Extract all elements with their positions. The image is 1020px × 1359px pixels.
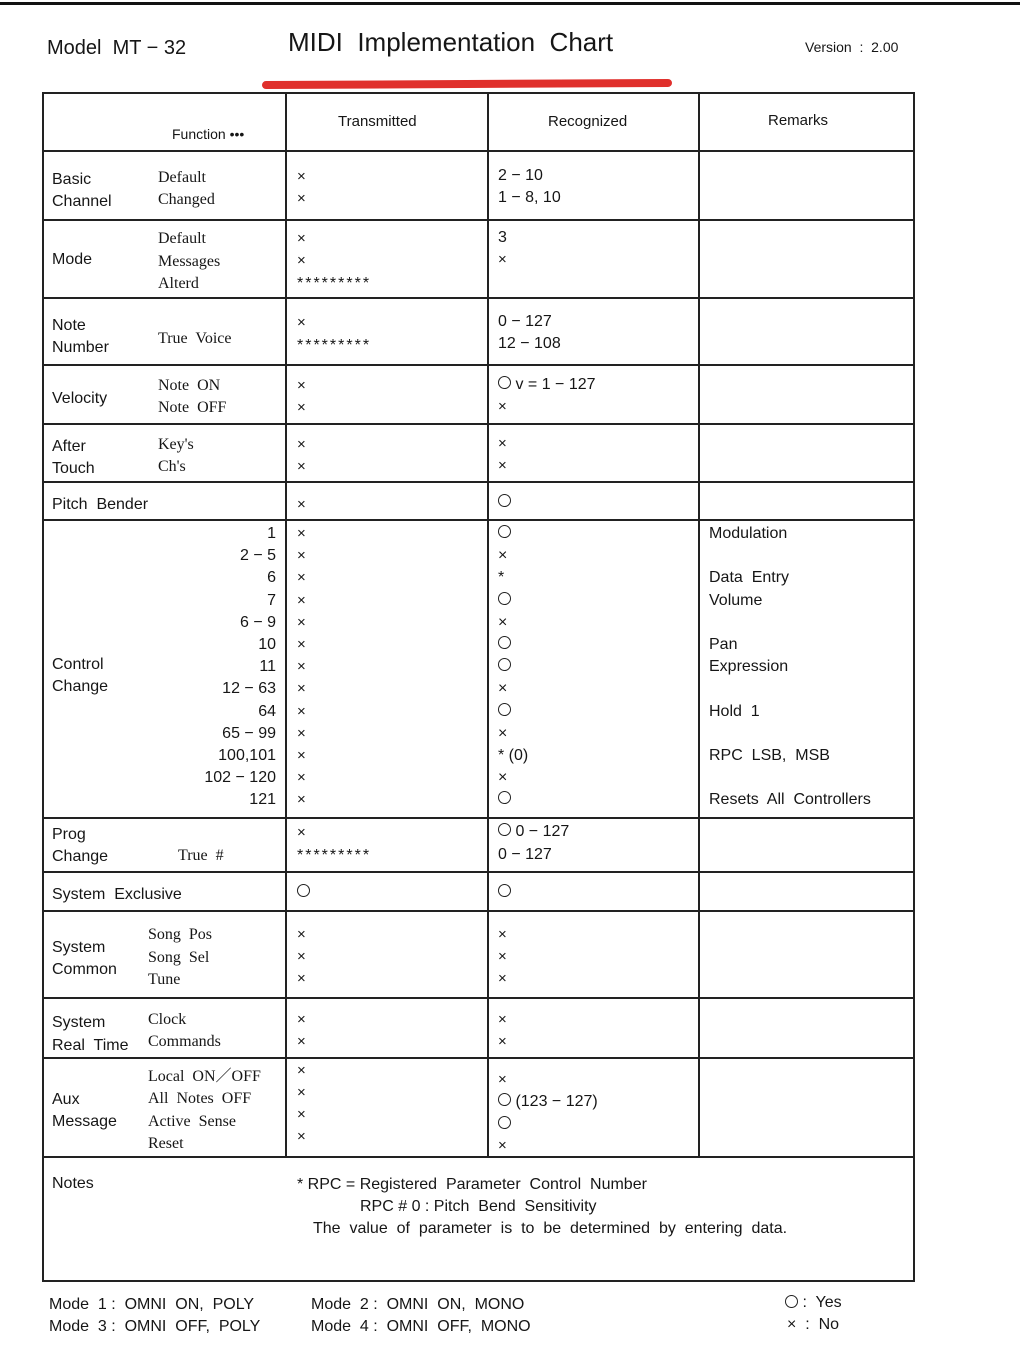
prog-change-rx-1 — [498, 824, 569, 840]
mode-label: Mode — [52, 251, 93, 268]
mode-rx-messages: × — [498, 251, 507, 268]
notes-line-3: The value of parameter is to be determined by entering data. — [313, 1220, 788, 1237]
row-divider — [43, 1156, 914, 1158]
aux-message-label-2: Message — [52, 1113, 117, 1130]
control-change-tx: × — [297, 703, 306, 720]
yes-circle-icon — [498, 376, 511, 389]
aux-tx-2: × — [297, 1084, 306, 1101]
pitch-bender-tx: × — [297, 496, 306, 513]
control-change-rx — [498, 637, 511, 653]
after-touch-label-2: Touch — [52, 460, 95, 477]
basic-channel-rx-changed: 1 − 8, 10 — [498, 189, 561, 206]
row-divider — [43, 519, 914, 521]
header-recognized: Recognized — [548, 113, 628, 130]
aux-tx-1: × — [297, 1062, 306, 1079]
footer-mode-1: Mode 1 : OMNI ON, POLY — [49, 1296, 255, 1313]
basic-channel-changed: Changed — [158, 191, 215, 208]
control-change-number: 11 — [259, 658, 276, 675]
yes-circle-icon — [297, 884, 310, 897]
footer-mode-3: Mode 3 : OMNI OFF, POLY — [49, 1318, 261, 1335]
control-change-tx: × — [297, 769, 306, 786]
prog-change-rx-1-range: 0 − 127 — [515, 823, 570, 840]
legend-no: × : No — [787, 1316, 840, 1333]
control-change-label-1: Control — [52, 656, 104, 673]
control-change-number: 64 — [258, 703, 276, 720]
version-label: Version : 2.00 — [805, 39, 899, 55]
yes-circle-icon — [498, 791, 511, 804]
basic-channel-label-2: Channel — [52, 193, 112, 210]
mode-messages: Messages — [158, 253, 221, 270]
page-title: MIDI Implementation Chart — [288, 27, 614, 57]
velocity-rx-off: × — [498, 398, 507, 415]
control-change-number: 7 — [267, 592, 276, 609]
control-change-tx: × — [297, 658, 306, 675]
prog-change-true-number: True # — [178, 847, 224, 864]
after-touch-rx-chs: × — [498, 457, 507, 474]
after-touch-keys: Key's — [158, 436, 194, 453]
system-common-rx-1: × — [498, 926, 507, 943]
system-common-tx-1: × — [297, 926, 306, 943]
system-common-rx-3: × — [498, 970, 507, 987]
velocity-rx-on — [498, 377, 596, 393]
control-change-tx: × — [297, 636, 306, 653]
control-change-remark: Resets All Controllers — [709, 791, 871, 808]
yes-circle-icon — [498, 636, 511, 649]
notes-line-2: RPC # 0 : Pitch Bend Sensitivity — [360, 1198, 597, 1215]
note-number-label-1: Note — [52, 317, 86, 334]
basic-channel-tx-changed: × — [297, 190, 306, 207]
mode-tx-messages: × — [297, 252, 306, 269]
control-change-rx — [498, 526, 511, 542]
control-change-number: 65 − 99 — [222, 725, 276, 742]
note-number-tx-2: ********* — [297, 337, 372, 354]
row-divider — [43, 423, 914, 425]
header-function: Function ••• — [172, 126, 245, 142]
control-change-tx: × — [297, 725, 306, 742]
prog-change-tx-2: ********* — [297, 847, 372, 864]
velocity-note-on: Note ON — [158, 377, 221, 394]
control-change-rx: * — [498, 569, 505, 586]
row-divider — [43, 1057, 914, 1059]
control-change-rx — [498, 704, 511, 720]
aux-rx-active-sense — [498, 1117, 511, 1133]
control-change-remark: Pan — [709, 636, 738, 653]
after-touch-tx-keys: × — [297, 436, 306, 453]
control-change-remark: Volume — [709, 592, 763, 609]
control-change-tx: × — [297, 680, 306, 697]
mode-rx-default: 3 — [498, 229, 507, 246]
control-change-remark: Hold 1 — [709, 703, 760, 720]
mode-alterd: Alterd — [158, 275, 199, 292]
basic-channel-label-1: Basic — [52, 171, 92, 188]
system-exclusive-tx — [297, 885, 310, 901]
control-change-remark: Expression — [709, 658, 789, 675]
row-divider — [43, 364, 914, 366]
prog-change-label-2: Change — [52, 848, 109, 865]
note-number-rx-2: 12 − 108 — [498, 335, 561, 352]
mode-default: Default — [158, 230, 206, 247]
control-change-number: 2 − 5 — [239, 547, 276, 564]
system-common-tune: Tune — [148, 971, 181, 988]
note-number-label-2: Number — [52, 339, 109, 356]
aux-rx-all-notes — [498, 1094, 598, 1110]
control-change-tx: × — [297, 569, 306, 586]
velocity-tx-on: × — [297, 377, 306, 394]
notes-label: Notes — [52, 1175, 94, 1192]
yes-circle-icon — [498, 494, 511, 507]
control-change-tx: × — [297, 614, 306, 631]
aux-rx-all-notes-range: (123 − 127) — [515, 1093, 598, 1110]
row-divider — [43, 871, 914, 873]
control-change-remark: Modulation — [709, 525, 788, 542]
legend-yes — [785, 1295, 842, 1311]
control-change-rx: × — [498, 725, 508, 742]
red-underline-mark — [262, 79, 672, 89]
velocity-note-off: Note OFF — [158, 399, 227, 416]
system-common-label-1: System — [52, 939, 106, 956]
yes-circle-icon — [498, 1116, 511, 1129]
aux-active-sense: Active Sense — [148, 1113, 236, 1130]
prog-change-tx-1: × — [297, 824, 306, 841]
control-change-tx: × — [297, 592, 306, 609]
notes-line-1: * RPC = Registered Parameter Control Number — [297, 1176, 647, 1193]
aux-local-on-off: Local ON／OFF — [148, 1068, 261, 1085]
header-transmitted: Transmitted — [338, 113, 417, 130]
system-real-time-label-2: Real Time — [52, 1037, 129, 1054]
after-touch-label-1: After — [52, 438, 86, 455]
prog-change-label-1: Prog — [52, 826, 86, 843]
control-change-number: 6 — [267, 569, 276, 586]
aux-reset: Reset — [148, 1135, 184, 1152]
yes-circle-icon — [498, 658, 511, 671]
note-number-rx-1: 0 − 127 — [498, 313, 552, 330]
top-rule — [0, 2, 1020, 5]
pitch-bender-label: Pitch Bender — [52, 496, 149, 513]
control-change-rx: × — [498, 769, 508, 786]
system-common-rx-2: × — [498, 948, 507, 965]
control-change-remark: RPC LSB, MSB — [709, 747, 830, 764]
row-divider — [43, 910, 914, 912]
control-change-number: 121 — [249, 791, 276, 808]
control-change-rx: * (0) — [498, 747, 529, 764]
footer-mode-4: Mode 4 : OMNI OFF, MONO — [311, 1318, 531, 1335]
aux-tx-3: × — [297, 1106, 306, 1123]
after-touch-rx-keys: × — [498, 435, 507, 452]
system-real-time-label-1: System — [52, 1014, 106, 1031]
note-number-tx-1: × — [297, 314, 306, 331]
row-divider — [43, 481, 914, 483]
system-common-song-pos: Song Pos — [148, 926, 213, 943]
yes-circle-icon — [498, 884, 511, 897]
system-real-time-commands: Commands — [148, 1033, 221, 1050]
legend-yes-text: : Yes — [802, 1294, 842, 1311]
yes-circle-icon — [498, 823, 511, 836]
system-exclusive-label: System Exclusive — [52, 886, 182, 903]
system-real-time-rx-2: × — [498, 1033, 507, 1050]
velocity-tx-off: × — [297, 399, 306, 416]
control-change-remark: Data Entry — [709, 569, 790, 586]
basic-channel-default: Default — [158, 169, 206, 186]
aux-all-notes-off: All Notes OFF — [148, 1090, 252, 1107]
control-change-tx: × — [297, 525, 306, 542]
control-change-rx: × — [498, 614, 508, 631]
control-change-rx: × — [498, 680, 508, 697]
row-divider — [43, 997, 914, 999]
control-change-rx — [498, 792, 511, 808]
aux-rx-reset: × — [498, 1137, 507, 1154]
row-divider — [43, 817, 914, 819]
control-change-number: 1 — [267, 525, 276, 542]
aux-tx-4: × — [297, 1128, 306, 1145]
header-remarks: Remarks — [768, 112, 829, 129]
control-change-number: 10 — [258, 636, 276, 653]
control-change-rx: × — [498, 547, 508, 564]
control-change-rx — [498, 593, 511, 609]
yes-circle-icon — [498, 703, 511, 716]
control-change-number: 12 − 63 — [222, 680, 276, 697]
yes-circle-icon — [498, 1093, 511, 1106]
system-real-time-rx-1: × — [498, 1011, 507, 1028]
system-real-time-tx-2: × — [297, 1033, 306, 1050]
model-label: Model MT − 32 — [47, 37, 187, 59]
system-exclusive-rx — [498, 885, 511, 901]
after-touch-tx-chs: × — [297, 458, 306, 475]
basic-channel-tx-default: × — [297, 168, 306, 185]
system-real-time-clock: Clock — [148, 1011, 187, 1028]
control-change-rx — [498, 659, 511, 675]
system-real-time-tx-1: × — [297, 1011, 306, 1028]
footer-mode-2: Mode 2 : OMNI ON, MONO — [311, 1296, 525, 1313]
after-touch-chs: Ch's — [158, 458, 186, 475]
control-change-label-2: Change — [52, 678, 109, 695]
control-change-tx: × — [297, 547, 306, 564]
control-change-number: 100,101 — [218, 747, 276, 764]
aux-rx-local: × — [498, 1071, 507, 1088]
row-divider — [43, 219, 914, 221]
row-divider — [43, 297, 914, 299]
system-common-tx-3: × — [297, 970, 306, 987]
basic-channel-rx-default: 2 − 10 — [498, 167, 543, 184]
mode-tx-default: × — [297, 230, 306, 247]
control-change-tx: × — [297, 791, 306, 808]
row-divider — [43, 150, 914, 152]
note-number-true-voice: True Voice — [158, 330, 232, 347]
system-common-song-sel: Song Sel — [148, 949, 210, 966]
yes-circle-icon — [498, 592, 511, 605]
system-common-tx-2: × — [297, 948, 306, 965]
system-common-label-2: Common — [52, 961, 117, 978]
control-change-number: 102 − 120 — [204, 769, 276, 786]
yes-circle-icon — [498, 525, 511, 538]
aux-message-label-1: Aux — [52, 1091, 80, 1108]
velocity-rx-on-range: v = 1 − 127 — [515, 376, 596, 393]
velocity-label: Velocity — [52, 390, 108, 407]
yes-circle-icon — [785, 1295, 798, 1308]
control-change-number: 6 − 9 — [239, 614, 276, 631]
pitch-bender-rx — [498, 495, 511, 511]
mode-tx-alterd: ********* — [297, 275, 372, 292]
control-change-tx: × — [297, 747, 306, 764]
prog-change-rx-2: 0 − 127 — [498, 846, 552, 863]
